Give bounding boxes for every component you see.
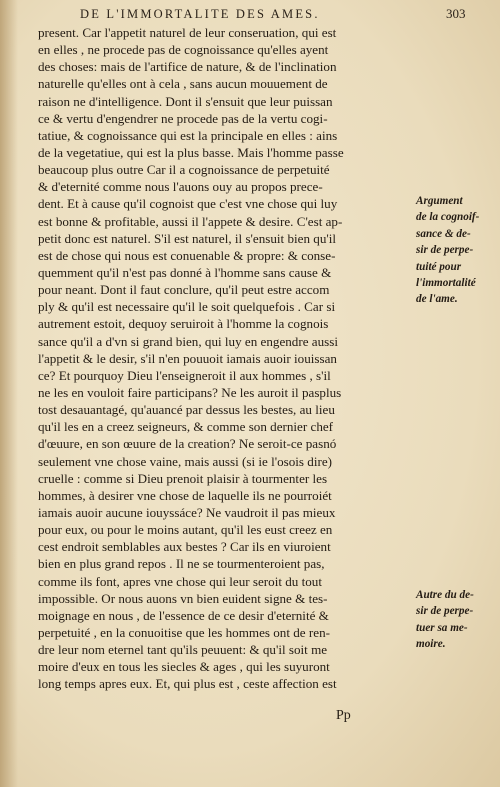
- margin-note-line: tuer sa me-: [416, 621, 468, 634]
- body-line: ce & vertu d'engendrer ne procede pas de la vertu cogi-: [38, 110, 328, 126]
- body-line: autrement estoit, dequoy seruiroit à l'homme la cognois: [38, 316, 329, 332]
- body-line: pour neant. Dont il faut conclure, qu'il peut estre accom: [38, 282, 330, 298]
- page-gutter-shadow: [0, 0, 18, 787]
- body-line: sance qu'il a d'vn si grand bien, qui luy en engendre aussi: [38, 333, 338, 349]
- margin-note-line: de la cognoif-: [416, 211, 480, 224]
- body-line: est bonne & profitable, aussi il l'appete & desire. C'est ap-: [38, 213, 343, 229]
- body-line: cruelle : comme si Dieu prenoit plaisir à tourmenter les: [38, 470, 328, 486]
- body-line: dre leur nom eternel tant qu'ils peuuent: & qu'il soit me: [38, 642, 328, 658]
- page-number: 303: [446, 6, 466, 21]
- body-line: tost desauantagé, qu'auancé par dessus les bestes, au lieu: [38, 402, 335, 418]
- margin-note-autre: [416, 587, 500, 653]
- margin-note-line: l'immortalité: [416, 276, 476, 289]
- body-line: impossible. Or nous auons vn bien euident signe & tes-: [38, 590, 328, 606]
- body-line: des choses: mais de l'artifice de nature, & de l'inclination: [38, 59, 337, 75]
- body-line: dent. Et à cause qu'il cognoist que c'est vne chose qui luy: [38, 196, 338, 212]
- margin-note-line: Autre du de-: [416, 589, 474, 601]
- body-line: comme ils font, apres vne chose qui leur seroit du tout: [38, 573, 322, 589]
- margin-note-line: tuité pour: [416, 260, 462, 273]
- margin-note-line: moire.: [416, 638, 446, 651]
- body-line: ply & qu'il est necessaire qu'il le soit quelquefois . Car si: [38, 299, 336, 315]
- body-line: perpetuité , en la conuoitise que les hommes ont de ren-: [38, 624, 330, 640]
- body-line: beaucoup plus outre Car il a cognoissance de perpetuité: [38, 162, 330, 178]
- body-line: moire d'eux en tous les siecles & ages , qui les suyuront: [38, 659, 330, 675]
- body-line: d'œuure, en son œuure de la creation? Ne seroit-ce pasnó: [38, 436, 337, 452]
- margin-note-line: de l'ame.: [416, 293, 458, 306]
- body-line: de la vegetatiue, qui est la plus basse. Mais l'homme passe: [38, 144, 344, 160]
- body-line: ne les en vouloit faire participans? Ne les auroit il pasplus: [38, 384, 342, 400]
- body-line: pour eux, ou pour le moins autant, qu'il les eust creez en: [38, 522, 333, 538]
- margin-note-argument: [416, 193, 500, 308]
- body-line: cest endroit semblables aux bestes ? Car ils en viuroient: [38, 539, 331, 555]
- body-line: raison ne d'intelligence. Dont il s'ensuit que leur puissan: [38, 93, 333, 109]
- body-line: en elles , ne procede pas de cognoissance qu'elles ayent: [38, 42, 329, 58]
- body-line: quemment qu'il n'est pas donné à l'homme sans cause &: [38, 264, 332, 280]
- signature-mark: Pp: [336, 708, 351, 723]
- body-line: & d'eternité comme nous l'auons ouy au propos prece-: [38, 179, 323, 195]
- body-line: hommes, à desirer vne chose de laquelle ils ne pourroiét: [38, 487, 332, 503]
- margin-note-line: sir de perpe-: [416, 244, 474, 257]
- margin-note-line: sance & de-: [416, 227, 471, 240]
- margin-note-line: sir de perpe-: [416, 605, 474, 618]
- body-line: bien en plus grand repos . Il ne se tourmenteroient pas,: [38, 556, 325, 572]
- body-line: long temps apres eux. Et, qui plus est , ceste affection est: [38, 676, 337, 692]
- body-line: petit donc est naturel. S'il est naturel, il s'ensuit bien qu'il: [38, 230, 336, 246]
- body-line: qu'il les en a creez seigneurs, & comme son dernier chef: [38, 419, 334, 435]
- body-line: est de chose qui nous est conuenable & propre: & conse-: [38, 247, 336, 263]
- body-text-block: [38, 24, 414, 692]
- margin-note-line: Argument: [416, 195, 463, 207]
- body-line: ce? Et pourquoy Dieu l'enseigneroit il aux hommes , s'il: [38, 367, 331, 383]
- body-line: present. Car l'appetit naturel de leur conseruation, qui est: [38, 25, 337, 40]
- body-line: tatiue, & cognoissance qui est la principale en elles : ains: [38, 127, 338, 143]
- running-title: DE L'IMMORTALITE DES AMES.: [80, 7, 320, 21]
- body-line: moignage en nous , de l'essence de ce desir d'eternité &: [38, 607, 329, 623]
- body-line: iamais auoir aucune iouyssáce? Ne vaudroit il pas mieux: [38, 504, 336, 520]
- body-line: l'appetit & le desir, s'il n'en pouuoit iamais auoir iouissan: [38, 350, 337, 366]
- body-line: seulement vne chose vaine, mais aussi (si ie l'osois dire): [38, 453, 332, 469]
- body-line: naturelle qu'elles ont à cela , sans aucun mouuement de: [38, 76, 328, 92]
